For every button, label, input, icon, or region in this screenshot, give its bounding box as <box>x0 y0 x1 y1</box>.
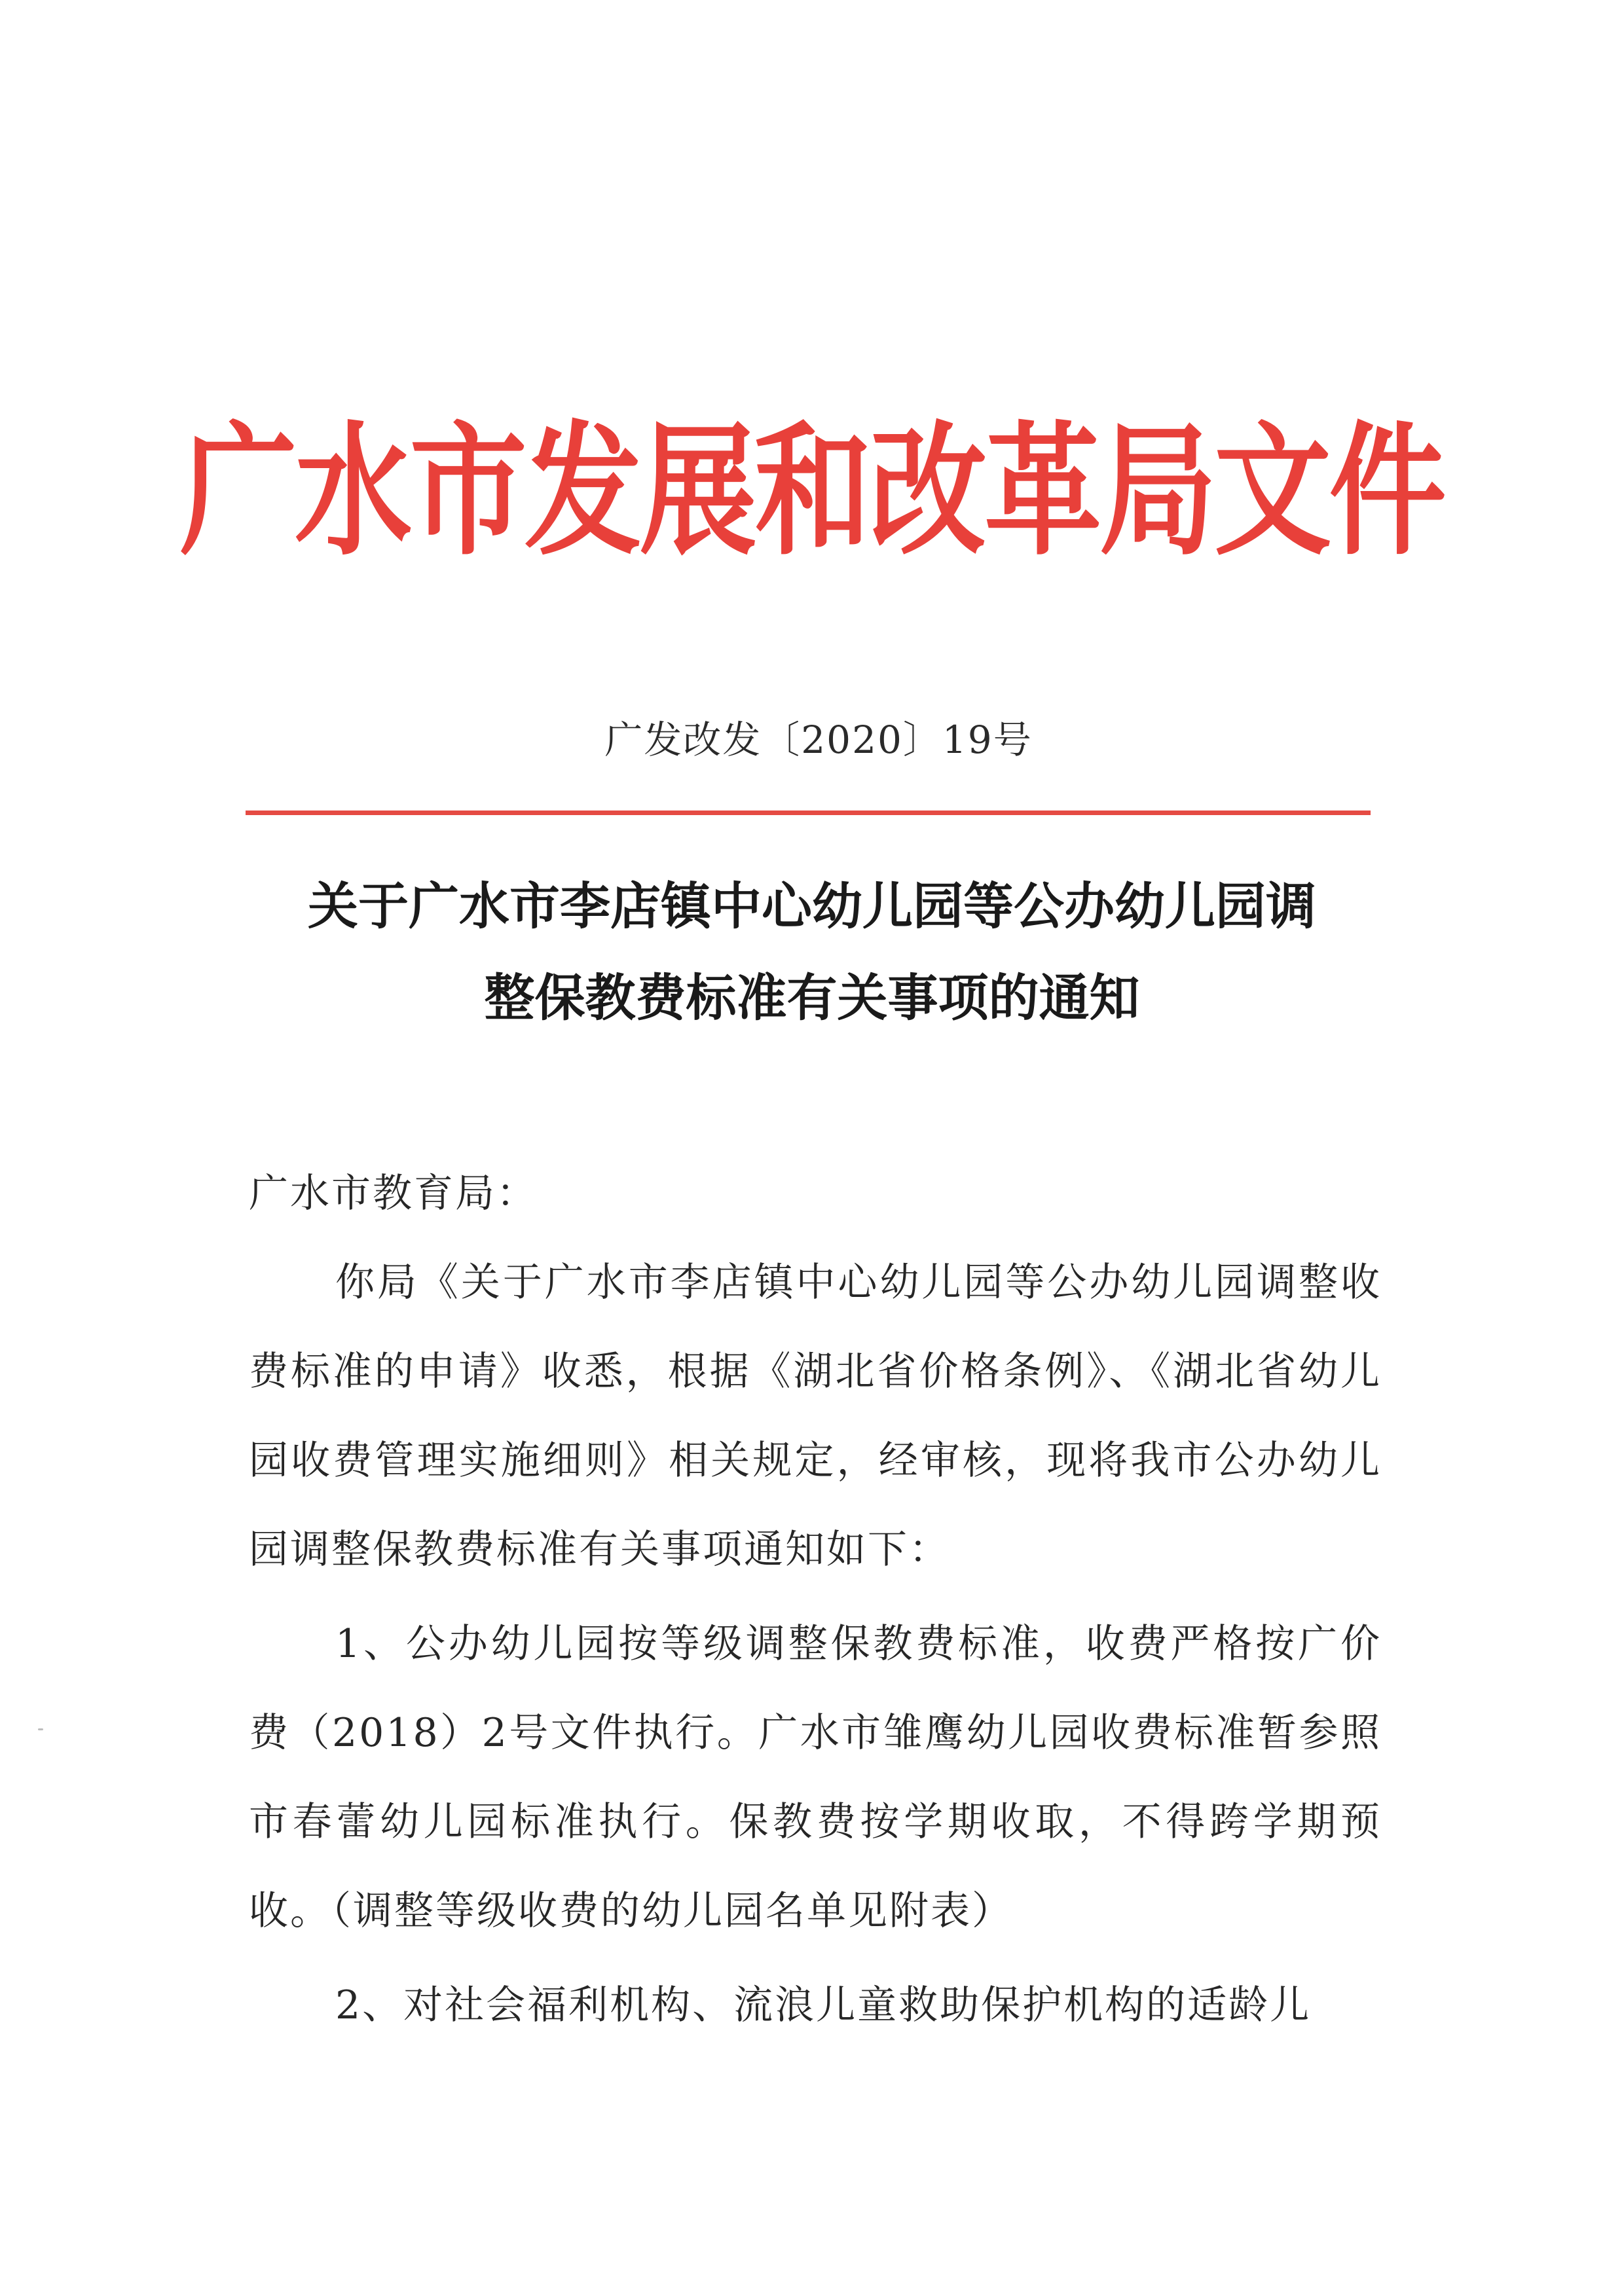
agency-masthead: 广水市发展和改革局文件 <box>179 407 1445 575</box>
red-divider-line <box>246 811 1371 815</box>
document-body <box>249 1149 1382 2050</box>
paragraph-3: 2、对社会福利机构、流浪儿童救助保护机构的适龄儿 <box>335 1982 1312 2028</box>
title-line-1: 关于广水市李店镇中心幼儿园等公办幼儿园调 <box>308 877 1316 936</box>
paragraph-1: 你局《关于广水市李店镇中心幼儿园等公办幼儿园调整收费标准的申请》收悉，根据《湖北省价格条例》、《湖北省幼儿园收费管理实施细则》相关规定，经审核，现将我市公办幼儿园调整保教费标准有关事项通知如下： <box>249 1260 1382 1573</box>
scan-artifact <box>38 1728 43 1730</box>
paragraph-2: 1、公办幼儿园按等级调整保教费标准，收费严格按广价费（2018）2号文件执行。广水市雏鹰幼儿园收费标准暂参照市春蕾幼儿园标准执行。保教费按学期收取，不得跨学期预收。（调整等级收费的幼儿园名单见附表） <box>249 1621 1382 1934</box>
title-line-2: 整保教费标准有关事项的通知 <box>484 969 1140 1028</box>
document-title <box>249 861 1375 1044</box>
document-number: 广发改发〔2020〕19号 <box>604 718 1033 762</box>
salutation: 广水市教育局： <box>249 1171 538 1216</box>
